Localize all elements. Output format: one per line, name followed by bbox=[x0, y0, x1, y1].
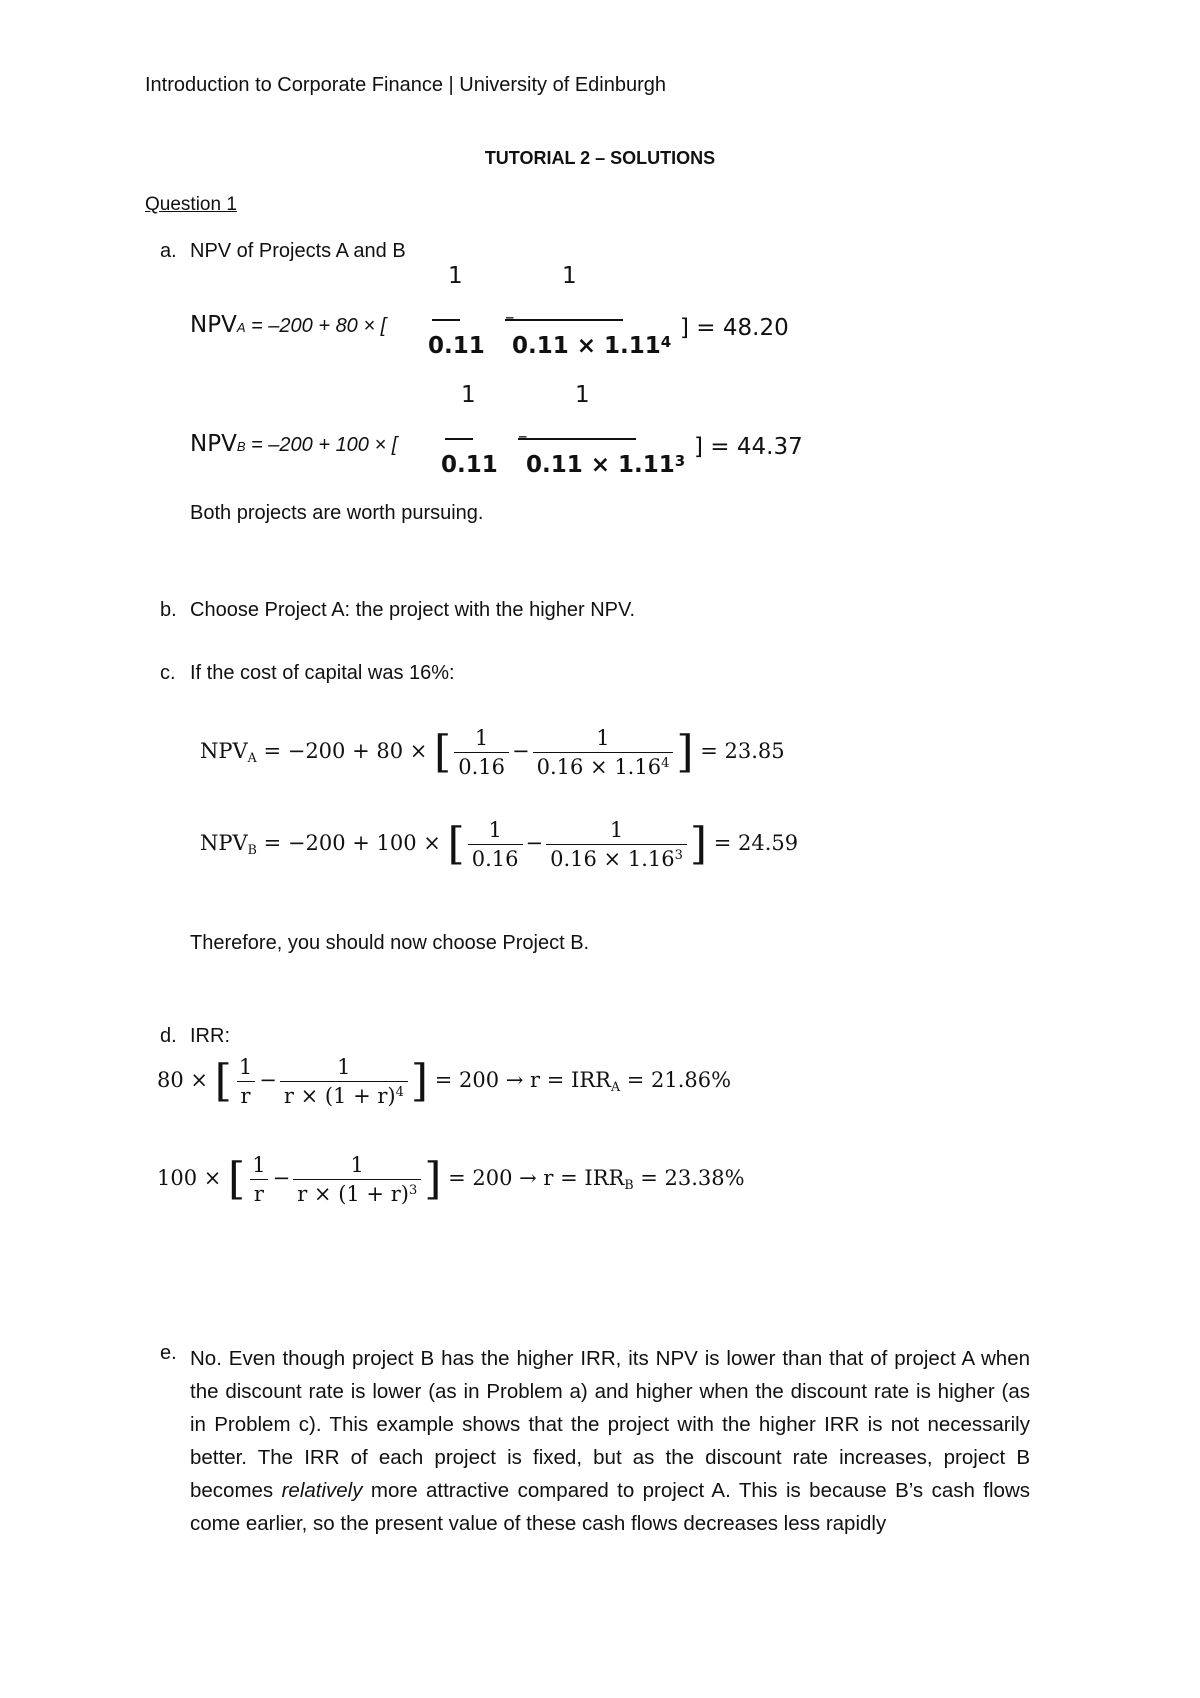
a-eq1-bar1 bbox=[432, 319, 460, 321]
a-eq2-expr: = –200 + 100 × [ bbox=[245, 434, 398, 456]
a-eq2-num1: 1 bbox=[461, 382, 476, 408]
a-eq2-den1: 0.11 bbox=[441, 452, 498, 478]
item-c bbox=[160, 662, 455, 685]
a-eq1-result: ] = 48.20 bbox=[680, 315, 789, 341]
item-e-label: e. bbox=[160, 1342, 177, 1364]
item-a bbox=[160, 240, 406, 263]
item-c-text: If the cost of capital was 16%: bbox=[190, 662, 455, 684]
a-eq1-expr: = –200 + 80 × [ bbox=[245, 315, 387, 337]
a-eq1-den2: $0.11 \times 1.11^4$ bbox=[512, 333, 672, 359]
item-e-text: No. Even though project B has the higher IRR, its NPV is lower than that of project A when the discount rate is lower (as in Problem a) and higher when the discount rate is higher (as in Problem c). This example shows that the project with the higher IRR is not necessarily better. The IRR of each project is fixed, but as the discount rate increases, project B becomes relatively more attractive compared to project A. This is because B’s cash flows come earlier, so the present value of these cash flows decreases less rapidly bbox=[190, 1347, 1030, 1535]
a-eq1-minus: – bbox=[505, 306, 515, 328]
item-d-label: d. bbox=[160, 1025, 177, 1047]
item-d-text: IRR: bbox=[190, 1025, 230, 1047]
a-eq2-lhs: NPV bbox=[190, 431, 237, 457]
a-eq2-bar1 bbox=[445, 438, 473, 440]
a-eq1-den1: 0.11 bbox=[428, 333, 485, 359]
a-eq2-num2: 1 bbox=[575, 382, 590, 408]
a-eq1-sub: A bbox=[236, 320, 246, 335]
item-a-text: NPV of Projects A and B bbox=[190, 240, 406, 262]
item-a-label: a. bbox=[160, 240, 177, 262]
page-header: Introduction to Corporate Finance | University of Edinburgh bbox=[145, 74, 667, 96]
a-eq1 bbox=[190, 312, 386, 338]
item-b bbox=[160, 599, 635, 622]
a-eq2-sub: B bbox=[236, 439, 246, 454]
a-eq1-num2: 1 bbox=[562, 263, 577, 289]
c-eq2: $NPV_B = -200 + 100$ × [ $\frac{1}{0.16}$ − $\frac{1}{0.16 \times 1.16^3}$ ] = 24.59 bbox=[200, 818, 799, 871]
c-conclusion: Therefore, you should now choose Project B. bbox=[190, 932, 590, 954]
a-eq2-result: ] = 44.37 bbox=[694, 434, 803, 460]
a-eq2 bbox=[190, 431, 397, 457]
a-eq1-num1: 1 bbox=[448, 263, 463, 289]
item-b-text: Choose Project A: the project with the higher NPV. bbox=[190, 599, 636, 621]
page-title: TUTORIAL 2 – SOLUTIONS bbox=[484, 148, 716, 168]
a-eq2-minus: – bbox=[518, 425, 528, 447]
d-eq1: 80 × [ $\frac{1}{r}$ − $\frac{1}{r \times (1 + r)^4}$ ] = $200 \to r = IRR_A = 21.86\%$ bbox=[157, 1055, 732, 1108]
a-eq2-den2: $0.11 \times 1.11^3$ bbox=[526, 452, 686, 478]
c-eq1: $NPV_A = -200 + 80$ × [ $\frac{1}{0.16}$ − $\frac{1}{0.16 \times 1.16^4}$ ] = 23.85 bbox=[200, 726, 785, 779]
item-b-label: b. bbox=[160, 599, 177, 621]
a-eq1-bar2 bbox=[505, 319, 623, 321]
question-heading: Question 1 bbox=[145, 194, 237, 215]
d-eq2: 100 × [ $\frac{1}{r}$ − $\frac{1}{r \times (1 + r)^3}$ ] = $200 \to r = IRR_B = 23.38\%$ bbox=[157, 1153, 745, 1206]
item-c-label: c. bbox=[160, 662, 176, 684]
item-d bbox=[160, 1025, 230, 1048]
a-eq2-bar2 bbox=[518, 438, 636, 440]
a-eq1-lhs: NPV bbox=[190, 312, 237, 338]
a-conclusion: Both projects are worth pursuing. bbox=[190, 502, 484, 524]
